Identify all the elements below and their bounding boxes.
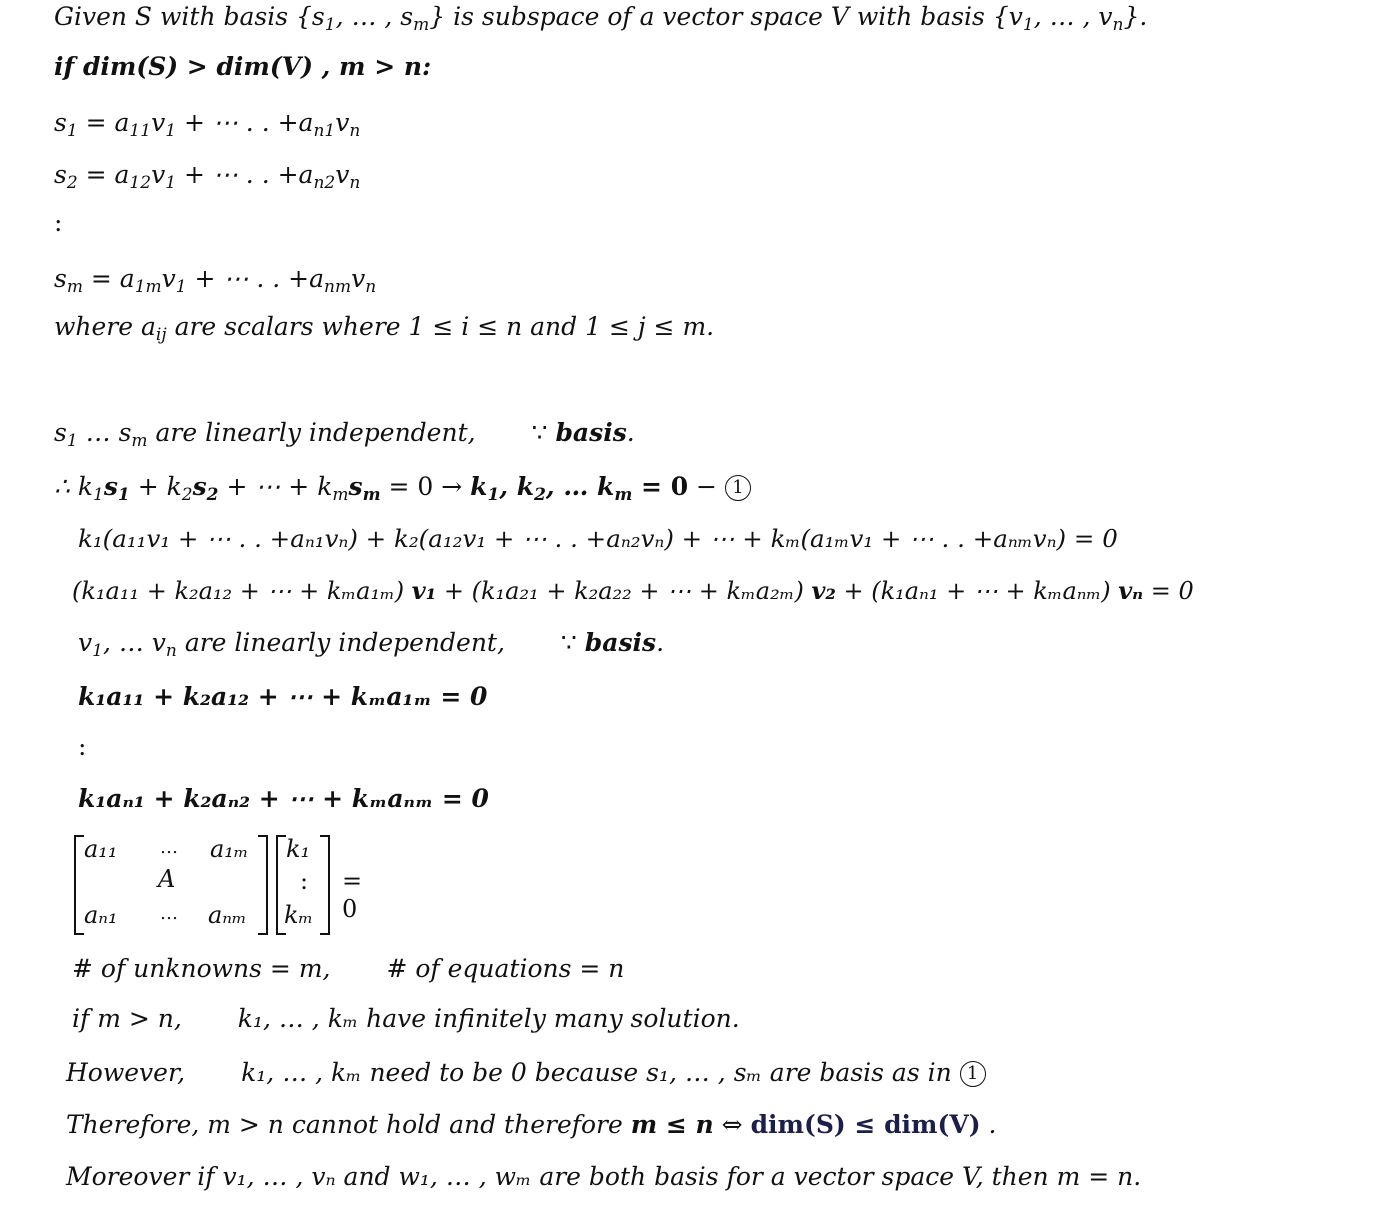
text: s (54, 264, 67, 293)
vector-cell: k₁ (286, 835, 311, 863)
subscript: 1 (175, 277, 187, 298)
text: , … k (545, 472, 615, 501)
equation-1 (54, 472, 751, 506)
text: basis (584, 628, 657, 657)
subscript: 11 (129, 121, 152, 142)
matrix-cell: a₁ₘ (210, 835, 249, 863)
equation-s2 (54, 160, 361, 194)
subscript: m (332, 485, 349, 506)
text: # of equations = n (386, 954, 625, 983)
circled-one-label: 1 (960, 1061, 986, 1087)
independence-v (78, 628, 665, 662)
text: m ≤ n (630, 1110, 714, 1139)
counts-line (72, 954, 624, 984)
matrix-cell: … (160, 903, 178, 924)
text: are linearly independent, (176, 628, 505, 657)
subscript: 1 (66, 121, 78, 142)
equals-zero: = 0 (342, 867, 363, 923)
subscript: 1m (134, 277, 162, 298)
matrix-cell: aₙ₁ (84, 901, 118, 929)
subscript: nm (324, 277, 352, 298)
text: v (335, 108, 350, 137)
text: = 0 → (380, 472, 471, 501)
subscript: 1 (92, 641, 103, 662)
matrix-cell: A (158, 865, 176, 893)
text: … s (77, 418, 132, 447)
text: k₁, … , kₘ need to be 0 because s₁, … , sₘ are basis as in (241, 1058, 960, 1087)
subscript: 1 (324, 15, 336, 36)
infinite-solutions-line (72, 1004, 740, 1034)
text: v₁ (411, 576, 437, 605)
text: # of unknowns = m, (72, 954, 331, 983)
text: s (192, 472, 207, 501)
text: . (980, 1110, 997, 1139)
text: s (54, 160, 67, 189)
subscript: 2 (66, 173, 78, 194)
text: k₁, … , kₘ have infinitely many solution. (237, 1004, 740, 1033)
right-bracket (320, 835, 330, 935)
text: dim(S) ≤ dim(V) (750, 1110, 981, 1139)
text: + (k₁a₂₁ + k₂a₂₂ + ⋯ + kₘa₂ₘ) (436, 577, 812, 605)
however-line (66, 1058, 986, 1088)
because-symbol: ∵ (531, 418, 556, 447)
text: + k (129, 472, 182, 501)
subscript: n (365, 277, 377, 298)
text: are linearly independent, (147, 418, 476, 447)
subscript: 12 (129, 173, 152, 194)
circled-one-label: 1 (725, 475, 751, 501)
text: − (688, 472, 725, 501)
subscript: n (349, 173, 361, 194)
expansion-line: k₁(a₁₁v₁ + ⋯ . . +aₙ₁vₙ) + k₂(a₁₂v₁ + ⋯ . . +aₙ₂vₙ) + ⋯ + kₘ(a₁ₘv₁ + ⋯ . . +aₙₘvₙ) = 0 (78, 524, 1118, 553)
right-bracket (258, 835, 268, 935)
text: s (348, 472, 363, 501)
text: = 0 (632, 472, 689, 501)
text: However, (66, 1058, 186, 1087)
matrix-cell: a₁₁ (84, 835, 118, 863)
scalars-note (54, 312, 715, 346)
vertical-ellipsis: : (54, 208, 63, 237)
subscript: 1 (165, 121, 177, 142)
subscript: 1 (165, 173, 177, 194)
text: vₙ (1118, 576, 1144, 605)
text: , … , v (1033, 2, 1113, 31)
text: k (470, 472, 488, 501)
subscript: 1 (66, 431, 78, 452)
statement-line (54, 2, 1148, 36)
text: , … v (102, 628, 166, 657)
subscript: n1 (313, 121, 336, 142)
text: Therefore, m > n cannot hold and therefore (66, 1110, 631, 1139)
equation-s1 (54, 108, 361, 142)
subscript: 2 (206, 485, 219, 506)
text: + (k₁aₙ₁ + ⋯ + kₘaₙₘ) (835, 577, 1119, 605)
matrix-cell: aₙₘ (208, 901, 247, 929)
text: s (54, 418, 67, 447)
text: ∴ k (54, 472, 94, 501)
subscript: m (362, 485, 381, 506)
system-eq-last: k₁aₙ₁ + k₂aₙ₂ + ⋯ + kₘaₙₘ = 0 (78, 784, 489, 813)
system-eq-first: k₁a₁₁ + k₂a₁₂ + ⋯ + kₘa₁ₘ = 0 (78, 682, 488, 711)
text: v (151, 160, 166, 189)
vector-cell: kₘ (284, 901, 314, 929)
text: s (54, 108, 67, 137)
subscript: m (66, 277, 83, 298)
text: = a (77, 108, 130, 137)
text: (k₁a₁₁ + k₂a₁₂ + ⋯ + kₘa₁ₘ) (72, 577, 412, 605)
text: + ⋯ . . +a (186, 264, 325, 293)
text: + ⋯ . . +a (176, 160, 314, 189)
text: . (656, 628, 665, 657)
text: v (161, 264, 176, 293)
subscript: m (614, 485, 633, 506)
moreover-line: Moreover if v₁, … , vₙ and w₁, … , wₘ are both basis for a vector space V, then m = n. (66, 1162, 1142, 1191)
grouped-line (72, 576, 1194, 606)
equation-sm (54, 264, 377, 298)
subscript: n (1112, 15, 1124, 36)
text: + ⋯ . . +a (176, 108, 314, 137)
vertical-ellipsis: : (78, 732, 87, 761)
subscript: n2 (313, 173, 336, 194)
text: }. (1123, 2, 1148, 31)
subscript: 2 (534, 485, 546, 506)
text: Given S with basis {s (54, 2, 325, 31)
subscript: m (131, 431, 148, 452)
text: v (78, 628, 93, 657)
text: ⇔ (713, 1110, 751, 1139)
left-bracket (74, 835, 84, 935)
independence-s (54, 418, 635, 452)
text: v₂ (811, 576, 836, 605)
subscript: n (349, 121, 361, 142)
assumption-line: if dim(S) > dim(V) , m > n: (54, 52, 432, 81)
text: v (335, 160, 350, 189)
text: s (103, 472, 118, 501)
conclusion-line (66, 1110, 996, 1140)
text: , k (499, 472, 535, 501)
text: } is subspace of a vector space V with basis {v (429, 2, 1023, 31)
text: , … , s (335, 2, 414, 31)
subscript: 1 (1022, 15, 1034, 36)
because-symbol: ∵ (560, 628, 585, 657)
vector-cell: : (300, 867, 309, 895)
text: if m > n, (72, 1004, 182, 1033)
subscript: n (165, 641, 177, 662)
text: basis (555, 418, 627, 447)
subscript: 1 (487, 485, 500, 506)
text: = a (82, 264, 135, 293)
text: . (626, 418, 635, 447)
text: v (151, 108, 166, 137)
subscript: 2 (181, 485, 193, 506)
matrix-cell: … (160, 837, 178, 858)
subscript: ij (155, 325, 167, 346)
text: v (351, 264, 366, 293)
text: = 0 (1143, 577, 1194, 605)
subscript: 1 (117, 485, 130, 506)
text: where a (54, 312, 156, 341)
text: = a (77, 160, 130, 189)
subscript: 1 (93, 485, 104, 506)
subscript: m (413, 15, 430, 36)
text: are scalars where 1 ≤ i ≤ n and 1 ≤ j ≤ m. (166, 312, 715, 341)
text: + ⋯ + k (218, 472, 333, 501)
